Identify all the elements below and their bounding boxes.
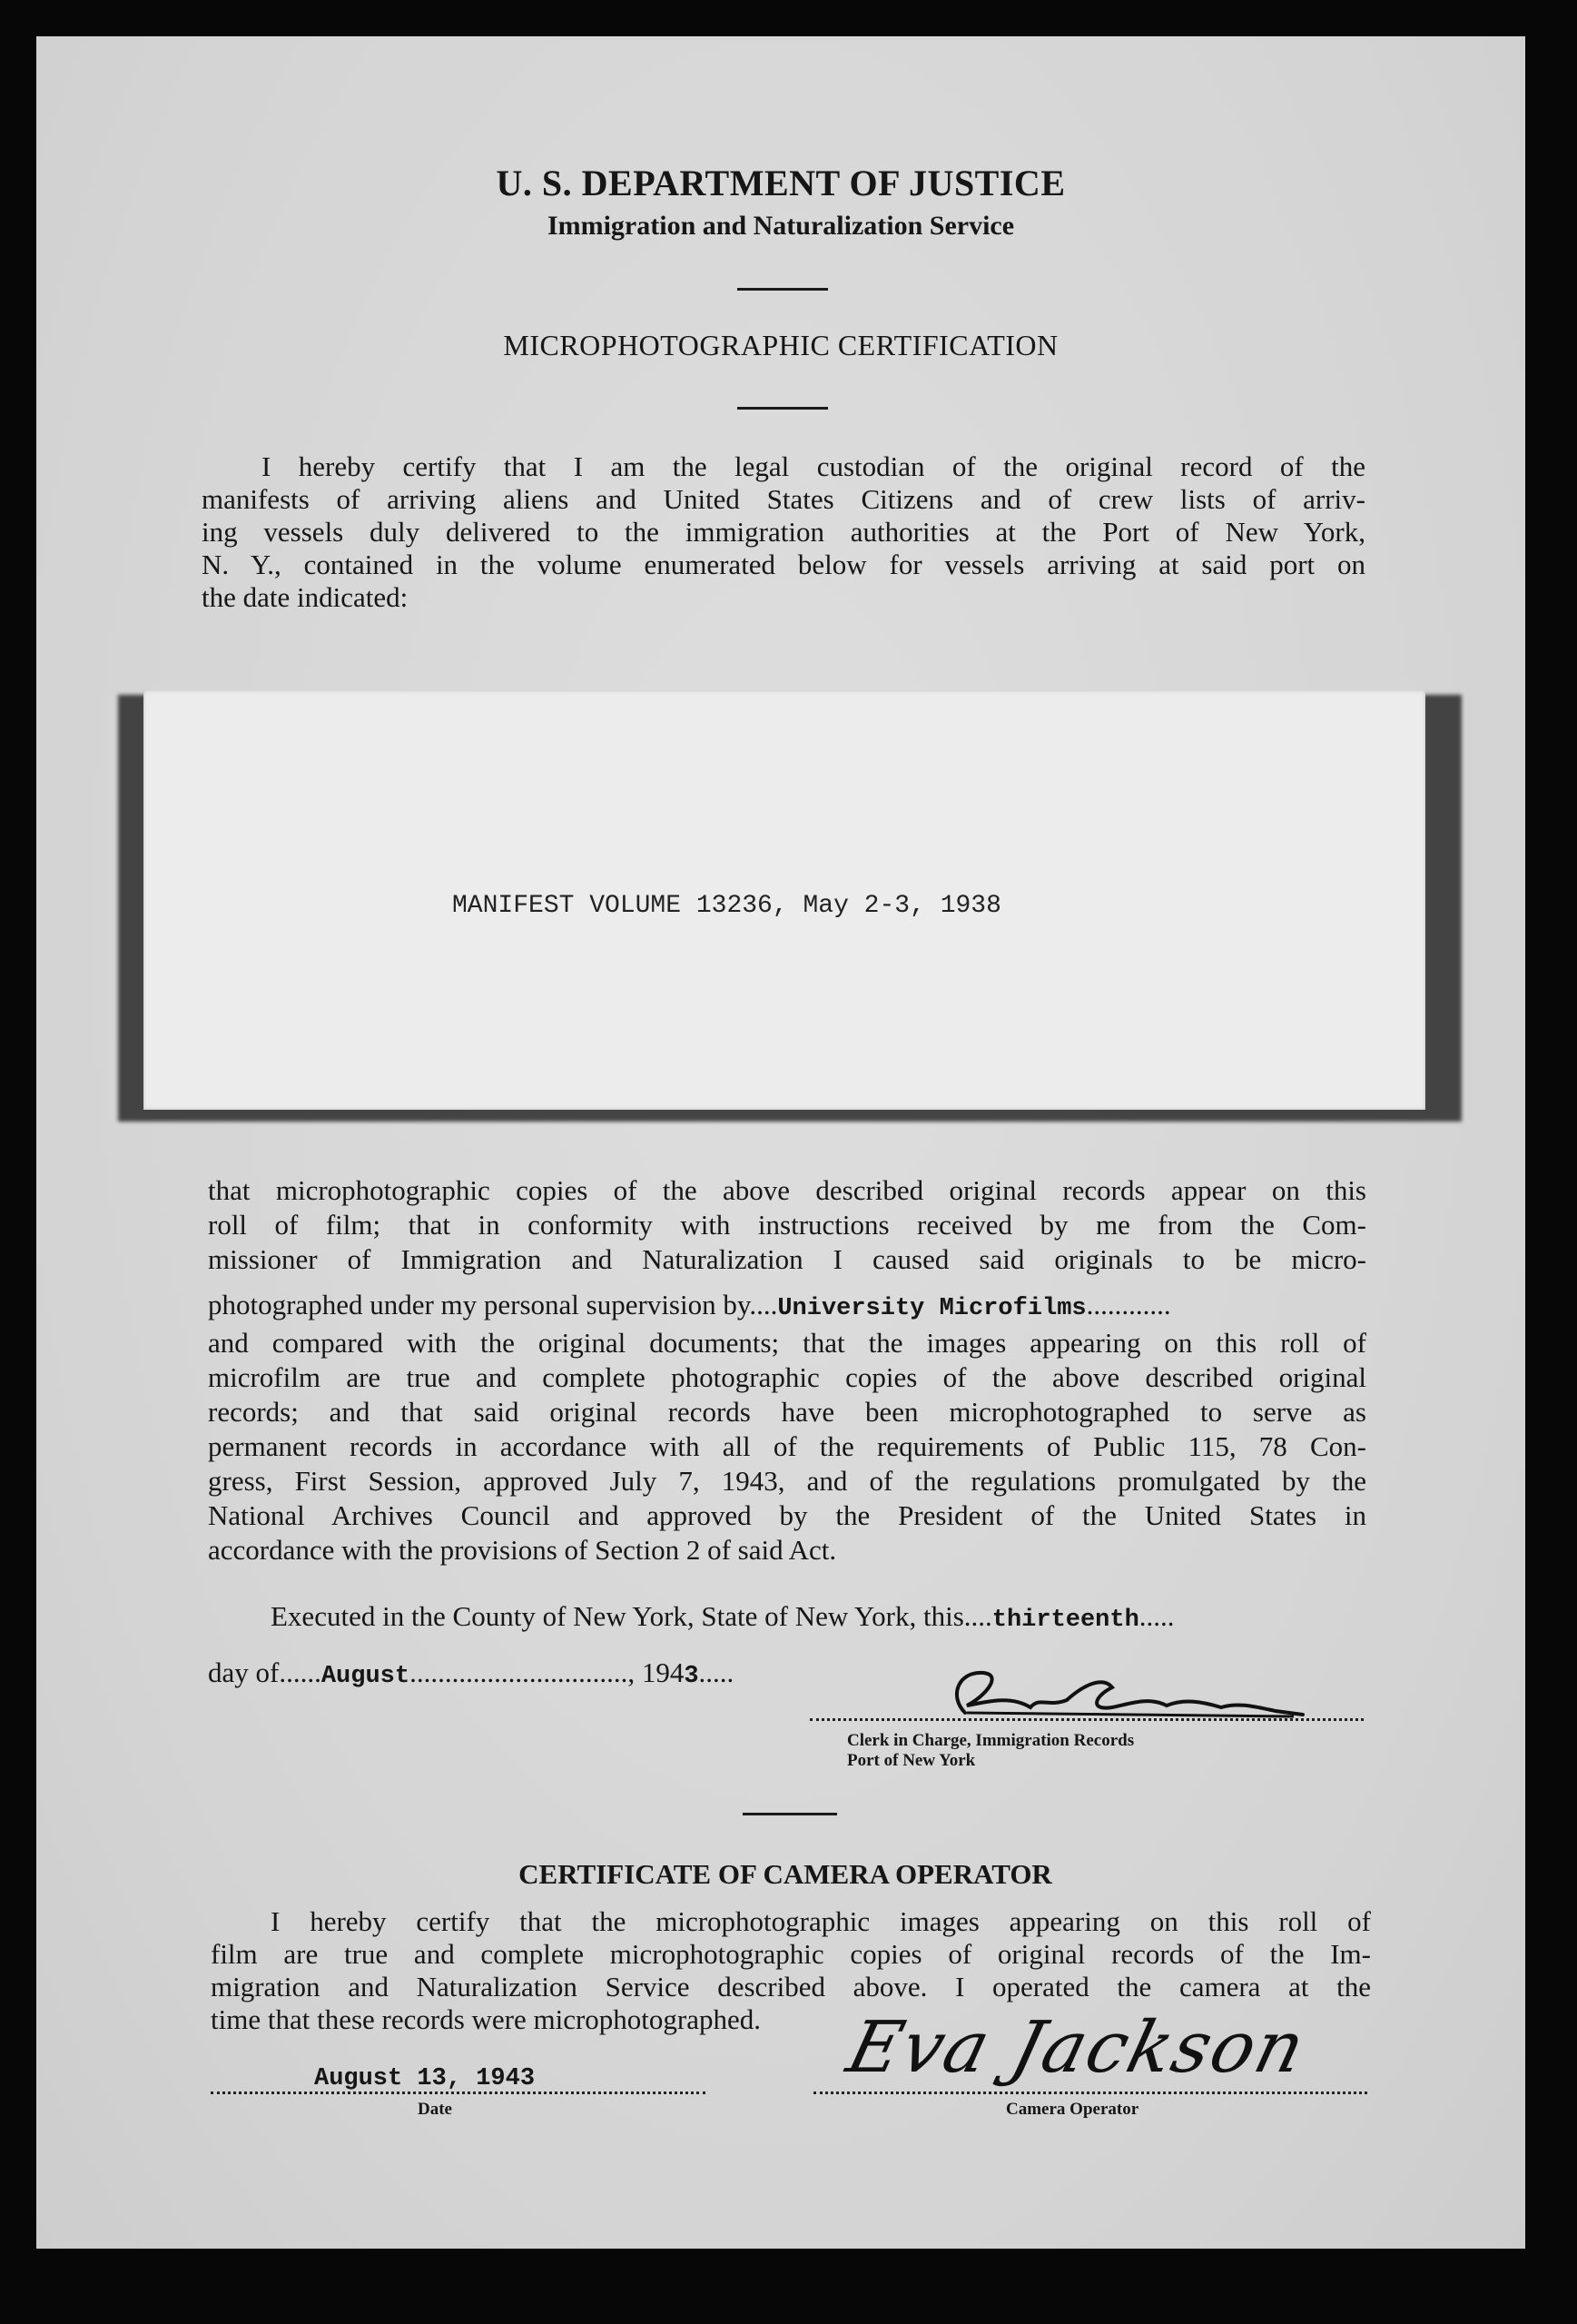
intro-line: ing vessels duly delivered to the immigration authorities at the Port of New York, (202, 516, 1365, 548)
day-of-prefix: day of...... (208, 1656, 321, 1688)
clerk-signature-line (810, 1718, 1364, 1721)
executed-prefix: Executed in the County of New York, State of New York, this.... (271, 1600, 992, 1632)
executed-line (271, 1600, 1175, 1637)
date-label: Date (418, 2100, 452, 2119)
divider (737, 288, 828, 291)
month-dots: ............................... (409, 1656, 628, 1688)
service-subheading: Immigration and Naturalization Service (547, 211, 1015, 241)
clerk-title (847, 1731, 1134, 1771)
executed-month: August (320, 1663, 410, 1690)
intro-line: N. Y., contained in the volume enumerated below for vessels arriving at said port on (202, 549, 1365, 580)
body-line: and compared with the original documents; that the images appearing on this roll of (208, 1327, 1366, 1359)
camera-line: I hereby certify that the microphotographic images appearing on this roll of (271, 1905, 1371, 1937)
year-prefix: , 194 (627, 1656, 685, 1688)
camera-certificate-title: CERTIFICATE OF CAMERA OPERATOR (518, 1858, 1052, 1890)
camera-line: migration and Naturalization Service described above. I operated the camera at the (211, 1971, 1371, 2003)
camera-line: film are true and complete microphotographic copies of original records of the Im- (211, 1938, 1371, 1970)
body-line: that microphotographic copies of the above described original records appear on this (208, 1174, 1366, 1206)
clerk-title-line: Clerk in Charge, Immigration Records (847, 1731, 1135, 1750)
body-line: National Archives Council and approved by the President of the United States in (208, 1499, 1366, 1531)
supervision-line (208, 1288, 1366, 1326)
body-line: permanent records in accordance with all of the requirements of Public 115, 78 Con- (208, 1430, 1366, 1462)
body-line: microfilm are true and complete photographic copies of the above described original (208, 1361, 1366, 1393)
certification-title: MICROPHOTOGRAPHIC CERTIFICATION (503, 329, 1059, 361)
operator-label: Camera Operator (1006, 2100, 1139, 2119)
supervisor-name: University Microfilms (777, 1295, 1087, 1322)
executed-date-line (208, 1656, 734, 1693)
body-line: accordance with the provisions of Section 2 of said Act. (208, 1534, 837, 1566)
manifest-volume-text: MANIFEST VOLUME 13236, May 2-3, 1938 (452, 892, 1001, 920)
operator-signature: Eva Jackson (839, 2007, 1315, 2089)
body-line: missioner of Immigration and Naturalization I caused said originals to be micro- (208, 1243, 1366, 1275)
operator-signature-line (813, 2092, 1367, 2094)
department-heading: U. S. DEPARTMENT OF JUSTICE (496, 163, 1066, 203)
camera-date-value: August 13, 1943 (314, 2065, 536, 2092)
year-digit: 3 (684, 1663, 699, 1690)
divider (737, 407, 828, 410)
body-line: roll of film; that in conformity with instructions received by me from the Com- (208, 1209, 1366, 1241)
body-paragraph (208, 1173, 1366, 1567)
body-line: records; and that said original records have been microphotographed to serve as (208, 1396, 1366, 1428)
clerk-title-line: Port of New York (847, 1751, 976, 1770)
body-line: gress, First Session, approved July 7, 1943, and of the regulations promulgated by the (208, 1465, 1366, 1497)
year-suffix: ..... (698, 1656, 734, 1688)
divider (743, 1813, 837, 1815)
executed-day: thirteenth (991, 1607, 1139, 1634)
intro-line: I hereby certify that I am the legal custodian of the original record of the (261, 450, 1365, 482)
manifest-slip (143, 690, 1425, 1110)
intro-line: the date indicated: (202, 581, 409, 613)
clerk-signature (931, 1660, 1312, 1733)
supervision-suffix: ............ (1086, 1289, 1171, 1320)
intro-paragraph (202, 450, 1365, 614)
camera-line: time that these records were microphotographed. (211, 2003, 761, 2035)
executed-suffix: ..... (1138, 1600, 1175, 1632)
certification-page (36, 36, 1525, 2249)
supervision-prefix: photographed under my personal supervision by.... (208, 1289, 778, 1320)
intro-line: manifests of arriving aliens and United States Citizens and of crew lists of arriv- (202, 483, 1365, 515)
